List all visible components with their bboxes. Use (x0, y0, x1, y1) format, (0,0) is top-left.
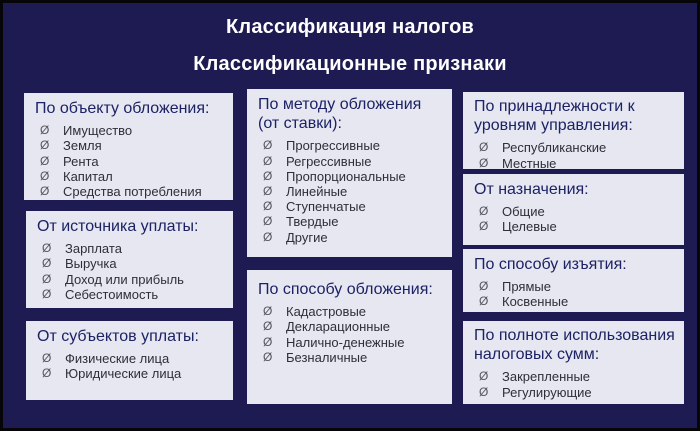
box-header: По способу изъятия: (474, 256, 627, 273)
bullet-icon: Ø (40, 184, 50, 198)
list-item (474, 204, 676, 219)
bullet-icon: Ø (263, 319, 273, 334)
box-header: По объекту обложения: (35, 100, 210, 117)
list-item (474, 385, 676, 400)
item-text: Кадастровые (286, 304, 367, 320)
box-tax-object (24, 93, 233, 200)
box-header: От источника уплаты: (37, 218, 199, 235)
box-purpose (463, 174, 684, 245)
list-item (258, 350, 444, 365)
item-text: Целевые (502, 219, 557, 235)
item-text: Закрепленные (502, 369, 591, 385)
list-item (258, 319, 444, 334)
bullet-icon: Ø (479, 140, 489, 155)
slide-title: Классификация налогов (226, 16, 474, 38)
bullet-icon: Ø (479, 219, 489, 234)
box-list (474, 140, 676, 169)
list-item (35, 154, 225, 169)
item-text: Средства потребления (63, 184, 202, 199)
box-collection-method (463, 249, 684, 312)
item-text: Пропорциональные (286, 168, 406, 184)
list-item (258, 230, 444, 245)
bullet-icon: Ø (40, 123, 50, 138)
box-payment-source (26, 211, 233, 308)
bullet-icon: Ø (42, 271, 52, 286)
list-item (37, 272, 225, 287)
item-text: Ступенчатые (286, 199, 366, 215)
bullet-icon: Ø (263, 229, 273, 244)
bullet-icon: Ø (479, 279, 489, 294)
bullet-icon: Ø (42, 286, 52, 301)
box-header: По принадлежности к уровням управления: (474, 98, 635, 135)
box-list (37, 241, 225, 302)
item-text: Декларационные (286, 319, 391, 335)
box-payment-subjects (26, 321, 233, 400)
box-header: По методу обложения (от ставки): (258, 96, 422, 133)
list-item (35, 123, 225, 138)
list-item (35, 169, 225, 184)
bullet-icon: Ø (263, 138, 273, 153)
box-usage-completeness (463, 321, 684, 404)
list-item (258, 199, 444, 214)
list-item (474, 140, 676, 155)
item-text: Другие (286, 229, 328, 245)
item-text: Доход или прибыль (65, 271, 184, 287)
bullet-icon: Ø (42, 256, 52, 271)
list-item (258, 184, 444, 199)
box-government-level (463, 92, 684, 169)
box-list (474, 279, 676, 309)
item-text: Прогрессивные (286, 138, 380, 154)
item-text: Регулирующие (502, 384, 592, 400)
list-item (258, 138, 444, 153)
item-text: Юридические лица (65, 366, 182, 382)
box-list (37, 351, 225, 381)
box-header: По полноте использования налоговых сумм: (474, 327, 675, 364)
box-list (258, 304, 444, 365)
bullet-icon: Ø (479, 204, 489, 219)
list-item (37, 351, 225, 366)
item-text: Выручка (65, 256, 117, 272)
bullet-icon: Ø (42, 241, 52, 256)
box-taxation-way (247, 270, 452, 404)
list-item (258, 214, 444, 229)
bullet-icon: Ø (263, 334, 273, 349)
list-item (258, 304, 444, 319)
list-item (258, 169, 444, 184)
bullet-icon: Ø (263, 183, 273, 198)
box-taxation-method (247, 89, 452, 257)
bullet-icon: Ø (263, 168, 273, 183)
bullet-icon: Ø (263, 214, 273, 229)
box-header: От назначения: (474, 181, 589, 198)
item-text: Себестоимость (65, 286, 159, 302)
item-text: Республиканские (502, 140, 607, 156)
item-text: Налично-денежные (286, 334, 405, 350)
item-text: Регрессивные (286, 153, 372, 169)
item-text: Зарплата (65, 241, 122, 257)
bullet-icon: Ø (40, 138, 50, 153)
bullet-icon: Ø (263, 304, 273, 319)
box-list (258, 138, 444, 244)
bullet-icon: Ø (263, 349, 273, 364)
list-item (37, 287, 225, 302)
box-list (35, 123, 225, 199)
box-header: По способу обложения: (258, 281, 433, 298)
bullet-icon: Ø (40, 153, 50, 168)
bullet-icon: Ø (479, 155, 489, 169)
bullet-icon: Ø (42, 351, 52, 366)
bullet-icon: Ø (479, 369, 489, 384)
item-text: Рента (63, 153, 99, 169)
bullet-icon: Ø (479, 294, 489, 309)
list-item (474, 219, 676, 234)
box-list (474, 369, 676, 399)
item-text: Линейные (286, 183, 348, 199)
bullet-icon: Ø (42, 366, 52, 381)
list-item (474, 369, 676, 384)
bullet-icon: Ø (263, 199, 273, 214)
bullet-icon: Ø (479, 384, 489, 399)
list-item (258, 154, 444, 169)
list-item (35, 138, 225, 153)
list-item (37, 256, 225, 271)
item-text: Имущество (63, 123, 133, 139)
bullet-icon: Ø (263, 153, 273, 168)
item-text: Местные (502, 155, 557, 169)
list-item (474, 294, 676, 309)
item-text: Земля (63, 138, 102, 154)
list-item (37, 366, 225, 381)
item-text: Прямые (502, 279, 551, 295)
list-item (474, 279, 676, 294)
box-list (474, 204, 676, 234)
item-text: Косвенные (502, 294, 569, 310)
list-item (258, 335, 444, 350)
box-header: От субъектов уплаты: (37, 328, 199, 345)
item-text: Физические лица (65, 351, 170, 367)
item-text: Твердые (286, 214, 339, 230)
item-text: Общие (502, 204, 545, 220)
list-item (35, 184, 225, 199)
item-text: Капитал (63, 168, 113, 184)
list-item (37, 241, 225, 256)
item-text: Безналичные (286, 349, 368, 365)
list-item (474, 156, 676, 169)
slide-subtitle: Классификационные признаки (193, 53, 507, 75)
bullet-icon: Ø (40, 168, 50, 183)
